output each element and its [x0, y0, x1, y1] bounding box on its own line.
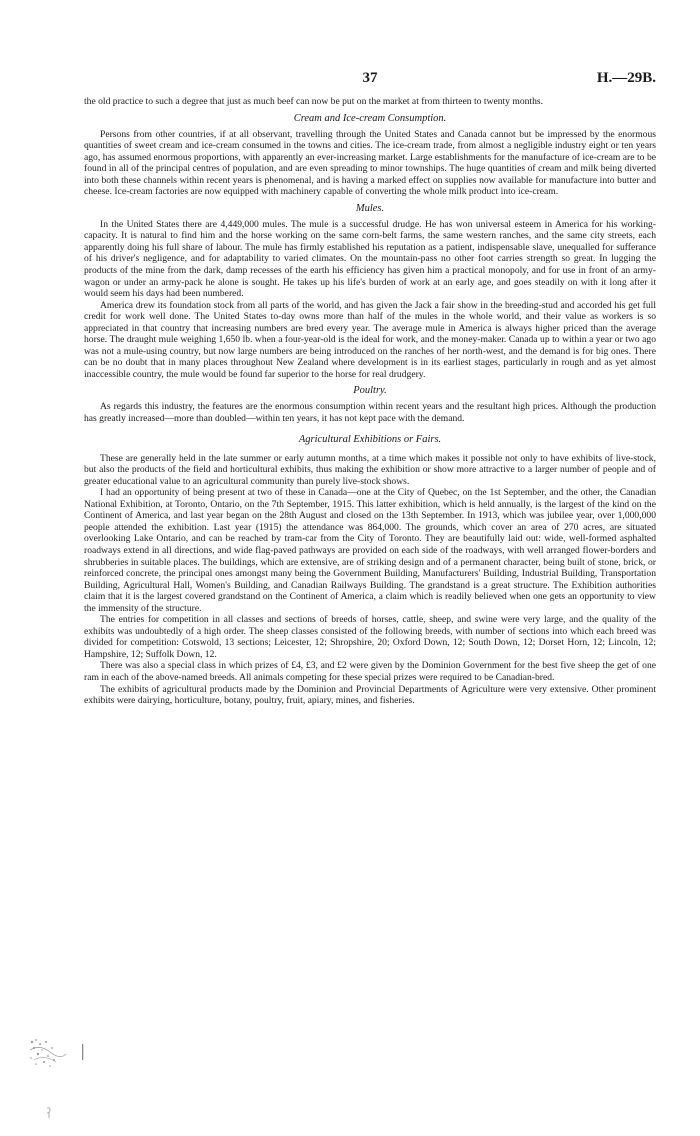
intro-paragraph: the old practice to such a degree that just as much beef can now be put on the market at from thirteen to twenty months. [84, 96, 544, 107]
paragraph: There was also a special class in which prizes of £4, £3, and £2 were given by the Dominion Government for the best five sheep the get of one ram in each of the above-named breeds. All animals competing for these special prizes were required to be Canadian-bred. [84, 660, 656, 683]
section-heading: Poultry. [353, 385, 387, 397]
paragraph: These are generally held in the late summer or early autumn months, at a time which makes it possible not only to have exhibits of live-stock, but also the products of the field and horticultural exhibits, thus making the exhibition or show more attractive to a larger number of people and of greater educational value to an agricultural community than purely live-stock shows. [84, 452, 656, 487]
document-reference: H.—29B. [596, 70, 656, 86]
section-agricultural-exhibitions [84, 434, 656, 707]
section-mules [84, 203, 656, 381]
paragraph: In the United States there are 4,449,000 mules. The mule is a successful drudge. He has won universal esteem in America for his working-capacity. It is natural to find him and the horse working on the same corn-belt farms, the same western ranches, and the same city streets, each apparently doing his full share of labour. The mule has firmly established his reputation as a patient, indispensable slave, unequalled for sufferance of his driver's negligence, and for adaptability to varied climates. On the mountain-pass no other foot carries strength so great. In lugging the products of the mine from the dark, damp recesses of the earth his efficiency has given him a practical monopoly, and for use in front of an army-wagon or under an army-pack he alone is sought. He takes up his life's burden of work at an early age, and goes steadily on with it long after it would seem his days had been numbered. [84, 218, 656, 300]
page-header [84, 70, 656, 90]
paragraph: Persons from other countries, if at all observant, travelling through the United States and Canada cannot but be impressed by the enormous quantities of sweet cream and ice-cream consumed in the towns and cities. The ice-cream trade, from almost a negligible industry eight or ten years ago, has assumed enormous proportions, with apparently an ever-increasing market. Large establishments for the manufacture of ice-cream are to be found in all of the principal centres of population, and are even spreading to minor townships. The huge quantities of cream and milk being diverted into both these channels within recent years is phenomenal, and is having a marked effect on supplies now available for manufacture into butter and cheese. Ice-cream factories are now equipped with machinery capable of converting the whole milk product into ice-cream. [84, 128, 656, 198]
paragraph: The exhibits of agricultural products made by the Dominion and Provincial Departments of Agriculture were very extensive. Other prominent exhibits were dairying, horticulture, botany, poultry, fruit, apiary, mines, and fisheries. [84, 683, 656, 707]
section-heading: Cream and Ice-cream Consumption. [293, 112, 447, 124]
paragraph: As regards this industry, the features are the enormous consumption within recent years and the resultant high prices. Although the production has greatly increased—more than doubled—within ten years, it has not kept pace with the demand. [84, 401, 656, 425]
library-stamp-mark [26, 1036, 88, 1070]
margin-pencil-mark [44, 1106, 54, 1120]
paragraph: America drew its foundation stock from all parts of the world, and has given the Jack a fair show in the breeding-stud and accorded his get full credit for work well done. The United States to-day owns more than half of the mules in the whole world, and their value as workers is so appreciated in that country that increasing numbers are bred every year. The average mule in America is always higher priced than the average horse. The draught mule weighing 1,650 lb. when a four-year-old is the ideal for work, and the money-maker. Canada up to within a year or two ago was not a mule-using country, but now large numbers are being introduced on the ranches of her north-west, and the demand is for big ones. There can be no doubt that in many places throughout New Zealand where development is in its earliest stages, particularly in rough and as yet almost inaccessible country, the mule would be found far superior to the horse for real drudgery. [84, 299, 656, 380]
section-cream-consumption [84, 113, 656, 198]
section-heading: Mules. [355, 202, 385, 214]
paragraph: I had an opportunity of being present at two of these in Canada—one at the City of Quebec, on the 1st September, and the other, the Canadian National Exhibition, at Toronto, Ontario, on the 7th September, 1915. This latter exhibition, which is held annually, is the largest of the kind on the Continent of America, and last year began on the 28th August and closed on the 13th September. In 1913, which was jubilee year, over 1,000,000 people attended the exhibition. Last year (1915) the attendance was 864,000. The grounds, which cover an area of 270 acres, are situated overlooking Lake Ontario, and can be reached by tram-car from the City of Toronto. They are beautifully laid out: wide, well-formed asphalted roadways extend in all directions, and wide flag-paved pathways are provided on each side of the roadways, with well arranged flower-borders and shrubberies in suitable places. The buildings, which are extensive, are of striking design and of a permanent character, being built of stone, brick, or reinforced concrete, the principal ones amongst many being the Government Building, Manufacturers' Building, Industrial Building, Transportation Building, Agricultural Hall, Women's Building, and Canadian Railways Building. The grandstand is a great structure. The Exhibition authorities claim that it is the largest covered grandstand on the Continent of America, a claim which is readily believed when one gets an opportunity to view the immensity of the structure. [84, 487, 656, 614]
section-heading: Agricultural Exhibitions or Fairs. [298, 433, 442, 445]
page-body [84, 96, 656, 707]
page-number: 37 [362, 70, 378, 86]
section-poultry [84, 385, 656, 424]
paragraph: The entries for competition in all classes and sections of breeds of horses, cattle, sheep, and swine were very large, and the quality of the exhibits was undoubtedly of a high order. The sheep classes consisted of the following breeds, with number of sections into which each breed was divided for competition: Cotswold, 13 sections; Leicester, 12; Shropshire, 20; Oxford Down, 12; South Down, 12; Dorset Horn, 12; Lincoln, 12; Hampshire, 12; Suffolk Down, 12. [84, 614, 656, 660]
